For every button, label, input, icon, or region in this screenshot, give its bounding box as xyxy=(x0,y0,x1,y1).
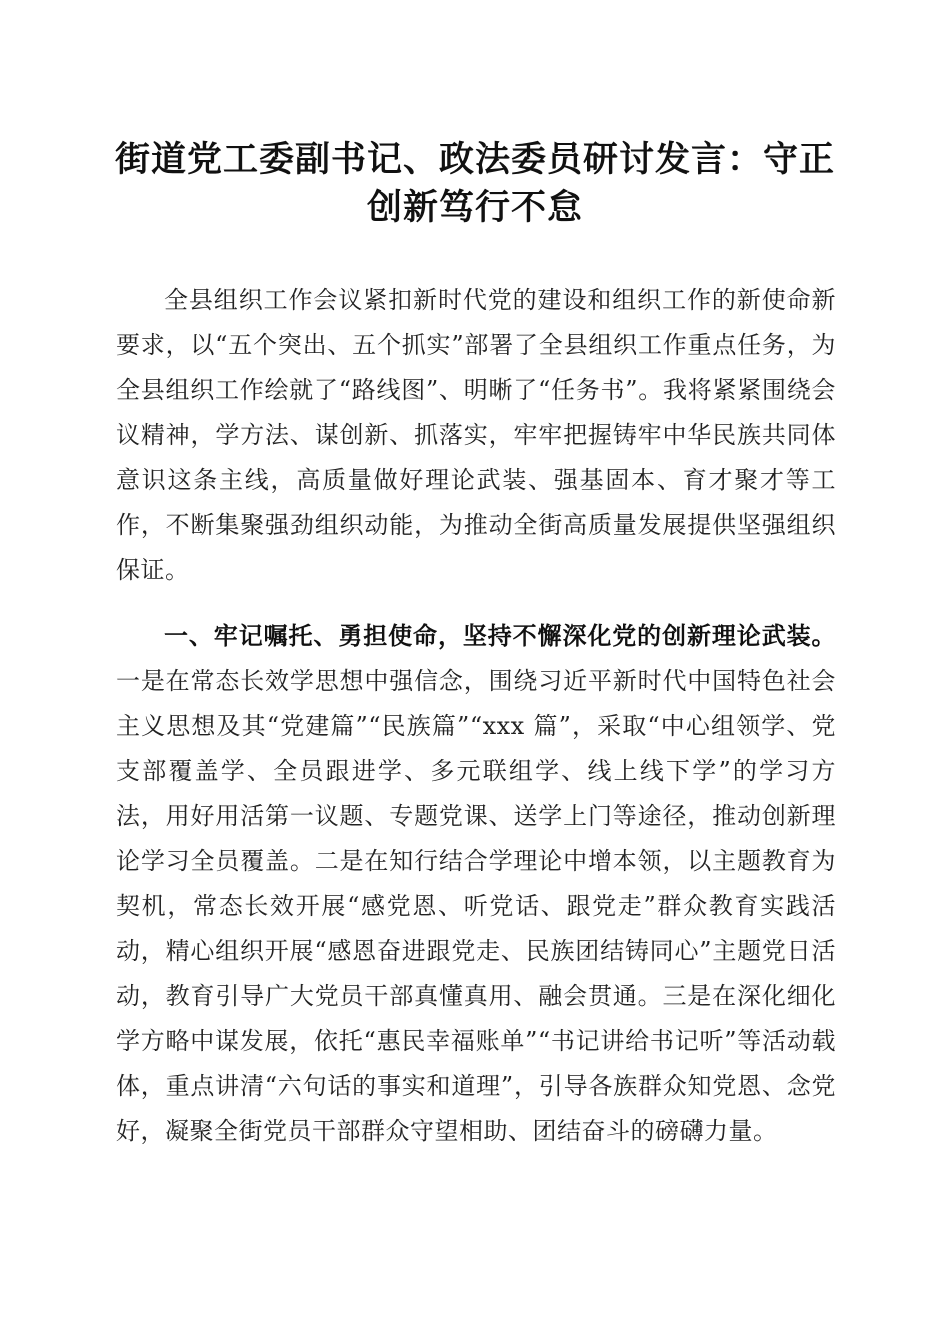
paragraph-intro-text: 全县组织工作会议紧扣新时代党的建设和组织工作的新使命新要求，以“五个突出、五个抓实”部署了全县组织工作重点任务，为全县组织工作绘就了“路线图”、明晰了“任务书”。我将紧紧围绕会议精神，学方法、谋创新、抓落实，牢牢把握铸牢中华民族共同体意识这条主线，高质量做好理论武装、强基固本、育才聚才等工作，不断集聚强劲组织动能，为推动全街高质量发展提供坚强组织保证。 xyxy=(116,286,836,584)
paragraph-intro xyxy=(116,278,836,593)
section-one-text: 一是在常态长效学思想中强信念，围绕习近平新时代中国特色社会主义思想及其“党建篇”“民族篇”“xxx 篇”，采取“中心组领学、党支部覆盖学、全员跟进学、多元联组学、线上线下学”的学习方法，用好用活第一议题、专题党课、送学上门等途径，推动创新理论学习全员覆盖。二是在知行结合学理论中增本领，以主题教育为契机，常态长效开展“感党恩、听党话、跟党走”群众教育实践活动，精心组织开展“感恩奋进跟党走、民族团结铸同心”主题党日活动，教育引导广大党员干部真懂真用、融会贯通。三是在深化细化学方略中谋发展，依托“惠民幸福账单”“书记讲给书记听”等活动载体，重点讲清“六句话的事实和道理”，引导各族群众知党恩、念党好，凝聚全街党员干部群众守望相助、团结奋斗的磅礴力量。 xyxy=(116,667,836,1145)
section-one-heading: 一、牢记嘱托、勇担使命，坚持不懈深化党的创新理论武装。 xyxy=(164,621,836,650)
document-title: 街道党工委副书记、政法委员研讨发言：守正创新笃行不怠 xyxy=(114,139,835,228)
paragraph-section-one xyxy=(116,613,836,1154)
